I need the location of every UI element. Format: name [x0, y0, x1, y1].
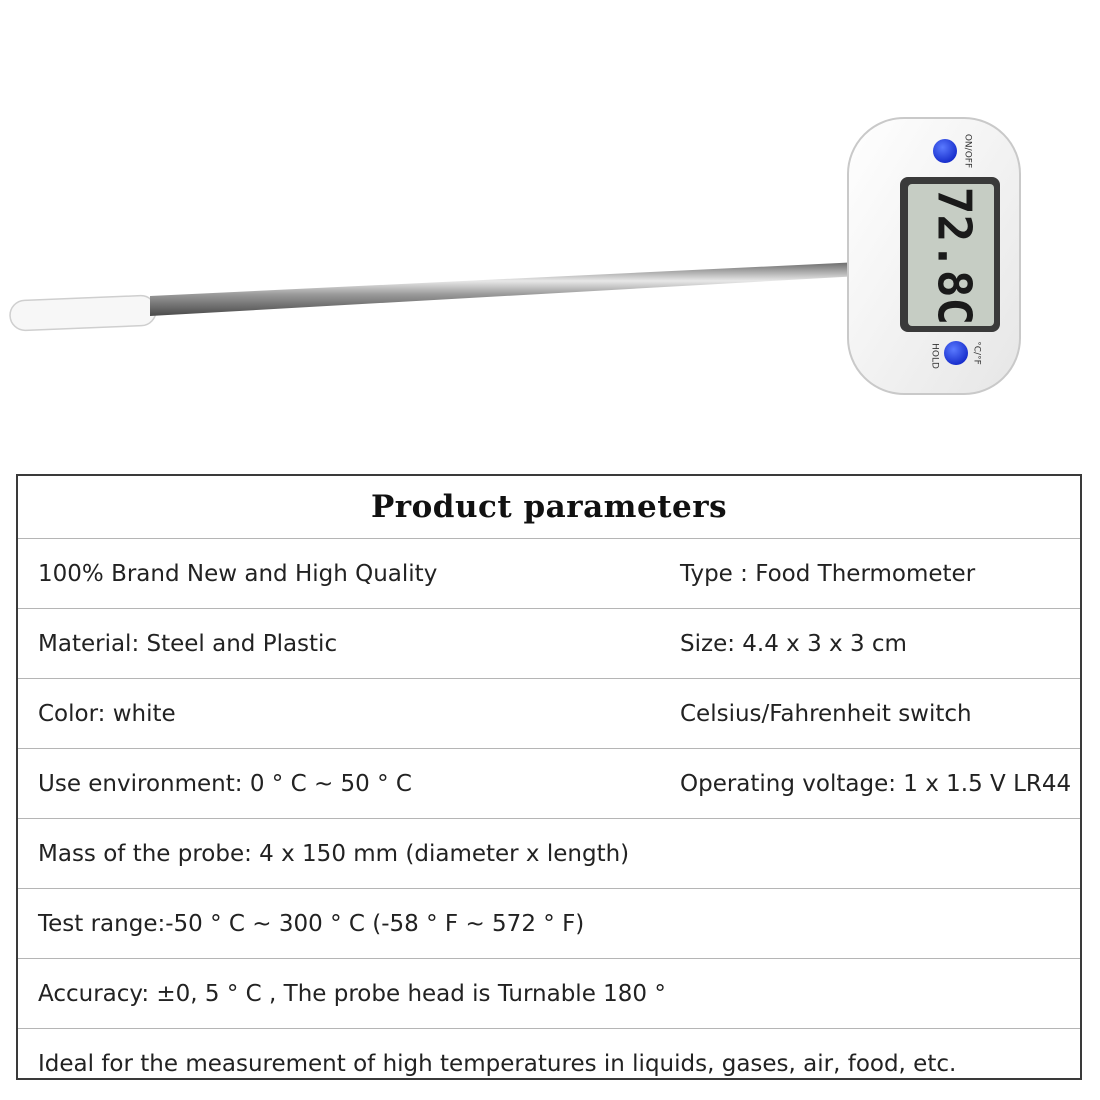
steel-probe	[150, 262, 860, 316]
table-row	[18, 539, 1080, 609]
row-left-cell: Test range:-50 ° C ~ 300 ° C (-58 ° F ~ 572 ° F)	[38, 910, 585, 937]
row-right-cell: Type : Food Thermometer	[680, 560, 976, 587]
thermometer-product-image	[0, 0, 1100, 460]
table-row	[18, 889, 1080, 959]
row-right-cell: Size: 4.4 x 3 x 3 cm	[680, 630, 907, 657]
table-title: Product parameters	[18, 476, 1080, 539]
table-row	[18, 679, 1080, 749]
row-left-cell: Use environment: 0 ° C ~ 50 ° C	[38, 770, 412, 797]
lcd-reading: 72.8C	[927, 186, 982, 326]
row-left-cell: Mass of the probe: 4 x 150 mm (diameter x length)	[38, 840, 630, 867]
row-left-cell: Accuracy: ±0, 5 ° C , The probe head is Turnable 180 °	[38, 980, 666, 1007]
on-off-label: ON/OFF	[962, 133, 973, 169]
row-left-cell: 100% Brand New and High Quality	[38, 560, 438, 587]
row-right-cell: Celsius/Fahrenheit switch	[680, 700, 972, 727]
product-parameters-table	[16, 474, 1082, 1080]
row-right-cell: Operating voltage: 1 x 1.5 V LR44	[680, 770, 1072, 797]
table-row	[18, 959, 1080, 1029]
row-left-cell: Color: white	[38, 700, 176, 727]
row-left-cell: Material: Steel and Plastic	[38, 630, 338, 657]
table-row	[18, 609, 1080, 679]
table-row	[18, 819, 1080, 889]
row-left-cell: Ideal for the measurement of high temperatures in liquids, gases, air, food, etc.	[38, 1051, 957, 1077]
table-row	[18, 749, 1080, 819]
unit-switch-button[interactable]	[944, 341, 968, 365]
thermometer-illustration	[0, 0, 1100, 460]
on-off-button[interactable]	[933, 139, 957, 163]
table-row	[18, 1029, 1080, 1099]
probe-tip-cap	[9, 295, 156, 331]
unit-label: °C/°F	[971, 341, 982, 365]
hold-label: HOLD	[929, 343, 940, 369]
lcd-screen	[900, 177, 1000, 332]
